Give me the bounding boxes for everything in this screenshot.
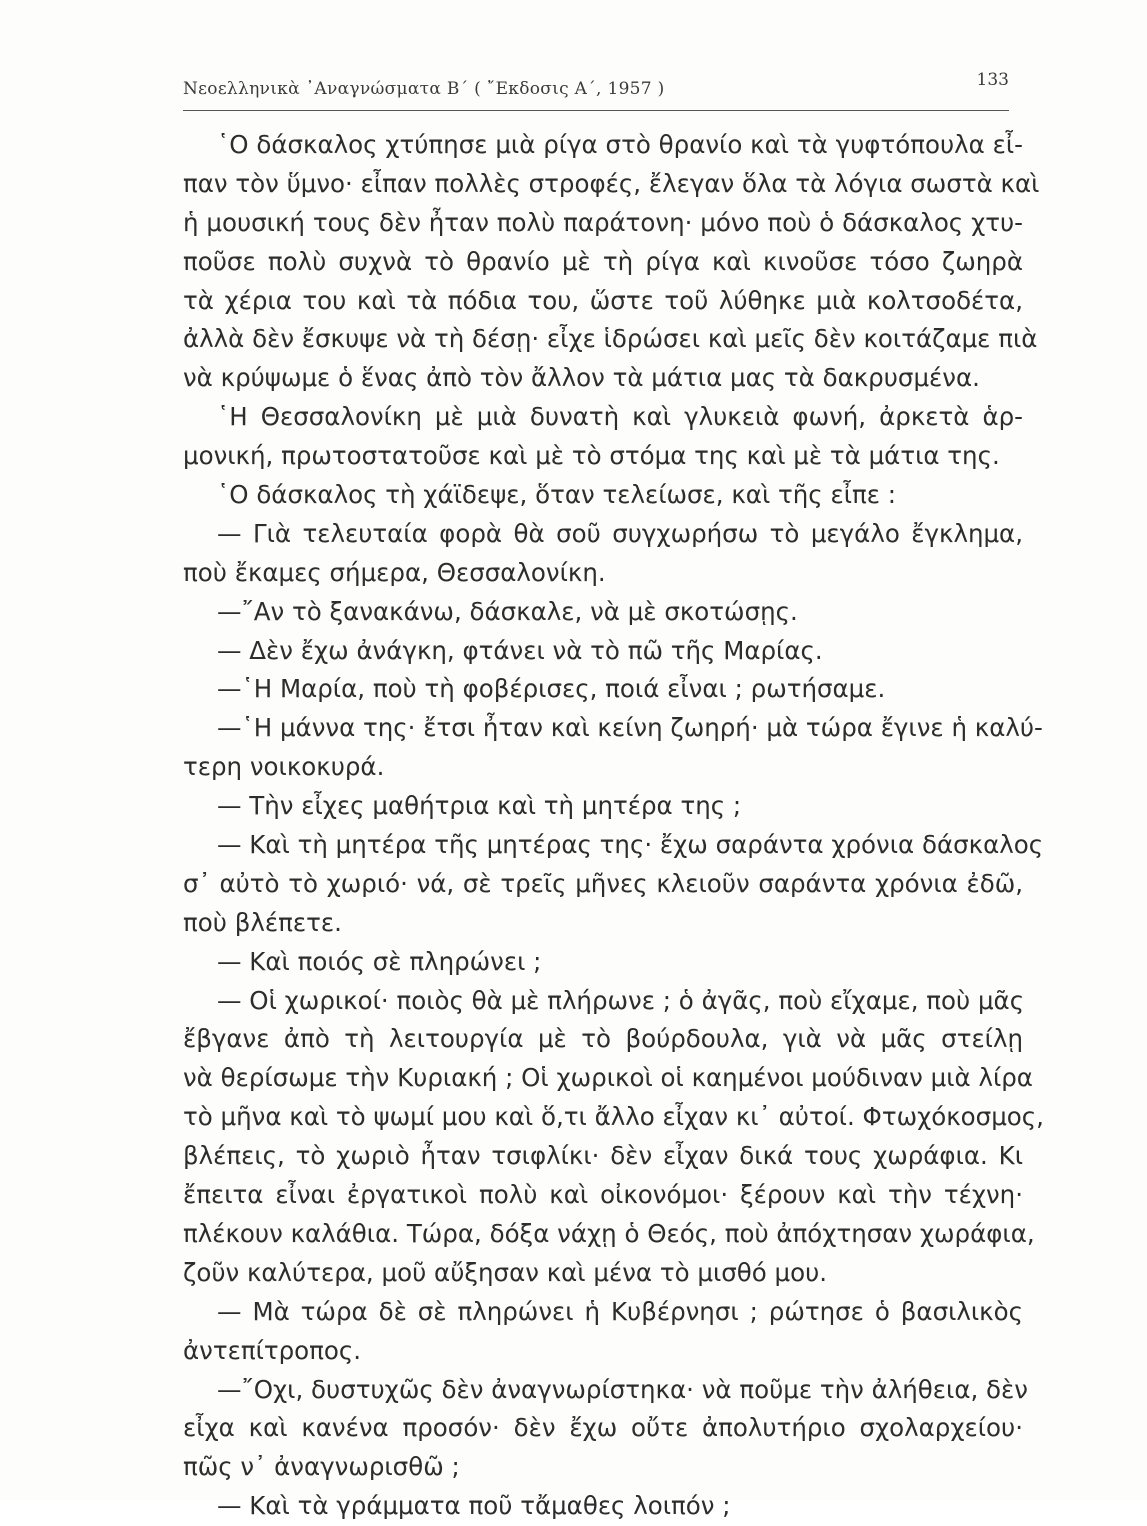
text-line: ῾Η Θεσσαλονίκη μὲ μιὰ δυνατὴ καὶ γλυκειὰ φωνή, ἀρκετὰ ἁρ-: [217, 402, 1023, 432]
text-line: — Οἱ χωρικοί· ποιὸς θὰ μὲ πλήρωνε ; ὁ ἀγᾶς, ποὺ εἴχαμε, ποὺ μᾶς: [217, 985, 1025, 1015]
page-body: [183, 126, 1044, 1526]
text-line: ῾Ο δάσκαλος χτύπησε μιὰ ρίγα στὸ θρανίο καὶ τὰ γυφτόπουλα εἶ-: [217, 130, 1023, 159]
text-line: παν τὸν ὕμνο· εἶπαν πολλὲς στροφές, ἔλεγαν ὅλα τὰ λόγια σωστὰ καὶ: [183, 168, 1040, 198]
text-line: —῎Αν τὸ ξανακάνω, δάσκαλε, νὰ μὲ σκοτώσῃς.: [217, 596, 798, 626]
text-line: ποῦσε πολὺ συχνὰ τὸ θρανίο μὲ τὴ ρίγα καὶ κινοῦσε τόσο ζωηρὰ: [183, 246, 1023, 276]
text-line: ἡ μουσική τους δὲν ἦταν πολὺ παράτονη· μόνο ποὺ ὁ δάσκαλος χτυ-: [183, 207, 1023, 237]
text-line: —῾Η μάννα της· ἔτσι ἦταν καὶ κείνη ζωηρή· μὰ τώρα ἔγινε ἡ καλύ-: [217, 713, 1043, 743]
text-line: ἀντεπίτροπος.: [183, 1335, 362, 1365]
text-line: — Καὶ ποιός σὲ πληρώνει ;: [217, 946, 542, 976]
text-line: τερη νοικοκυρά.: [183, 752, 385, 782]
text-line: τὰ χέρια του καὶ τὰ πόδια του, ὥστε τοῦ λύθηκε μιὰ κολτσοδέτα,: [183, 285, 1023, 315]
text-line: βλέπεις, τὸ χωριὸ ἦταν τσιφλίκι· δὲν εἶχαν δικά τους χωράφια. Κι: [183, 1141, 1023, 1171]
text-line: πῶς ν᾿ ἀναγνωρισθῶ ;: [183, 1452, 460, 1482]
running-title: Νεοελληνικὰ ᾿Αναγνώσματα Β΄ ( ῎Εκδοσις Α΄, 1957 ): [183, 79, 665, 99]
page-number: 133: [976, 70, 1009, 90]
text-line: νὰ κρύψωμε ὁ ἕνας ἀπὸ τὸν ἄλλον τὰ μάτια μας τὰ δακρυσμένα.: [183, 363, 980, 393]
text-line: — Γιὰ τελευταία φορὰ θὰ σοῦ συγχωρήσω τὸ μεγάλο ἔγκλημα,: [217, 518, 1023, 548]
text-line: — Μὰ τώρα δὲ σὲ πληρώνει ἡ Κυβέρνησι ; ρώτησε ὁ βασιλικὸς: [217, 1296, 1023, 1326]
text-line: —῎Οχι, δυστυχῶς δὲν ἀναγνωρίστηκα· νὰ ποῦμε τὴν ἀλήθεια, δὲν: [217, 1374, 1028, 1404]
text-line: ποὺ ἔκαμες σήμερα, Θεσσαλονίκη.: [183, 557, 606, 587]
text-line: — Καὶ τὴ μητέρα τῆς μητέρας της· ἔχω σαράντα χρόνια δάσκαλος: [217, 830, 1044, 860]
text-line: — Καὶ τὰ γράμματα ποῦ τἄμαθες λοιπόν ;: [217, 1491, 731, 1521]
text-line: πλέκουν καλάθια. Τώρα, δόξα νάχῃ ὁ Θεός, ποὺ ἀπόχτησαν χωράφια,: [183, 1218, 1035, 1248]
text-line: ζοῦν καλύτερα, μοῦ αὔξησαν καὶ μένα τὸ μισθό μου.: [183, 1257, 828, 1287]
text-line: τὸ μῆνα καὶ τὸ ψωμί μου καὶ ὅ,τι ἄλλο εἶχαν κι᾿ αὐτοί. Φτωχόκοσμος,: [183, 1102, 1044, 1132]
text-line: ῾Ο δάσκαλος τὴ χάϊδεψε, ὅταν τελείωσε, καὶ τῆς εἶπε :: [217, 480, 897, 510]
text-line: ἔπειτα εἶναι ἐργατικοὶ πολὺ καὶ οἰκονόμοι· ξέρουν καὶ τὴν τέχνη·: [183, 1180, 1023, 1210]
text-line: ἀλλὰ δὲν ἔσκυψε νὰ τὴ δέσῃ· εἶχε ἱδρώσει καὶ μεῖς δὲν κοιτάζαμε πιὰ: [183, 324, 1038, 354]
text-line: — Δὲν ἔχω ἀνάγκη, φτάνει νὰ τὸ πῶ τῆς Μαρίας.: [217, 635, 823, 665]
text-line: νὰ θερίσωμε τὴν Κυριακή ; Οἱ χωρικοὶ οἱ καημένοι μούδιναν μιὰ λίρα: [183, 1063, 1033, 1093]
text-line: εἶχα καὶ κανένα προσόν· δὲν ἔχω οὔτε ἀπολυτήριο σχολαρχείου·: [183, 1413, 1023, 1443]
text-line: ποὺ βλέπετε.: [183, 907, 342, 937]
text-line: μονική, πρωτοστατοῦσε καὶ μὲ τὸ στόμα της καὶ μὲ τὰ μάτια της.: [183, 441, 1000, 471]
text-line: σ᾿ αὐτὸ τὸ χωριό· νά, σὲ τρεῖς μῆνες κλειοῦν σαράντα χρόνια ἐδῶ,: [183, 868, 1023, 898]
text-line: — Τὴν εἶχες μαθήτρια καὶ τὴ μητέρα της ;: [217, 791, 742, 821]
text-line: —῾Η Μαρία, ποὺ τὴ φοβέρισες, ποιά εἶναι ; ρωτήσαμε.: [217, 674, 886, 704]
text-line: ἔβγανε ἀπὸ τὴ λειτουργία μὲ τὸ βούρδουλα, γιὰ νὰ μᾶς στείλῃ: [183, 1024, 1023, 1054]
running-header: [183, 70, 1009, 111]
